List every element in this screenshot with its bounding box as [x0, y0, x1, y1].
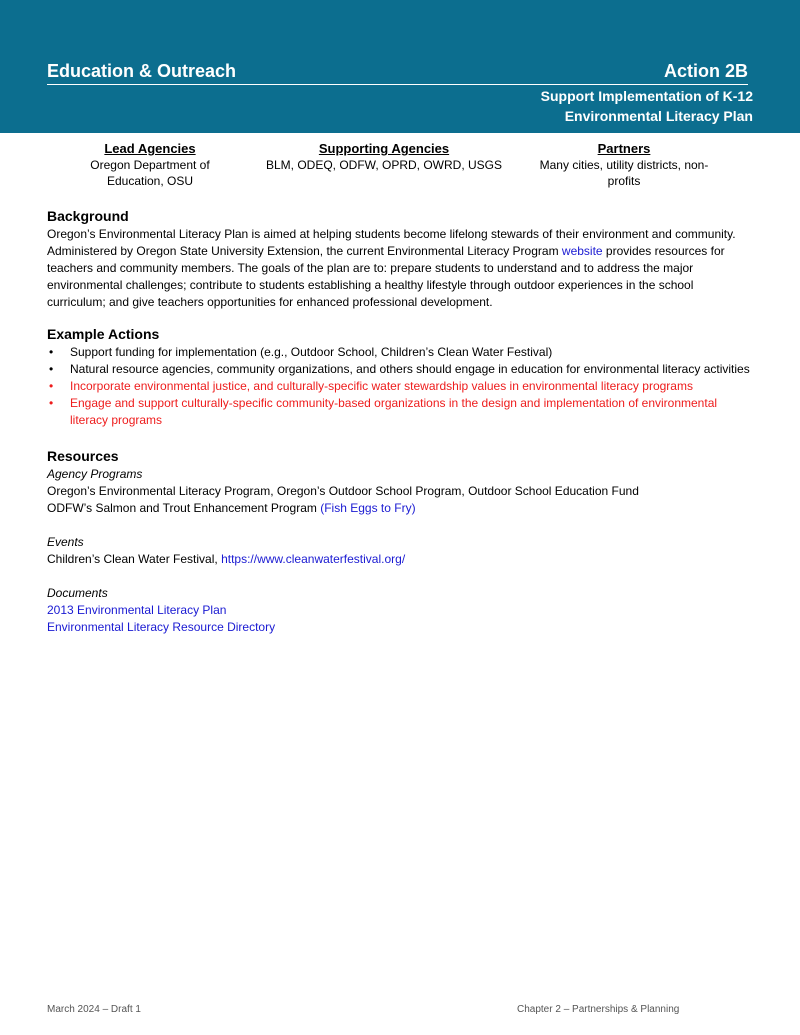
events-heading: Events — [47, 535, 84, 549]
agency-programs-line-1: Oregon’s Environmental Literacy Program, Oregon’s Outdoor School Program, Outdoor School Education Fund — [47, 484, 639, 498]
agency-programs-heading: Agency Programs — [47, 467, 143, 481]
section-title: Education & Outreach — [47, 61, 237, 81]
lead-agencies-line-2: Education, OSU — [106, 174, 194, 188]
action-item-4: • Engage and support culturally-specific community-based organizations in the design and implementation of environmental literacy programs — [47, 395, 755, 429]
action-subtitle — [541, 86, 753, 126]
events-text: Children’s Clean Water Festival, — [47, 552, 222, 566]
partners-heading: Partners — [597, 141, 651, 156]
fish-eggs-to-fry-link[interactable]: (Fish Eggs to Fry) — [320, 501, 416, 515]
subtitle-line-2: Environmental Literacy Plan — [564, 108, 753, 124]
action-item-1: • Support funding for implementation (e.g., Outdoor School, Children’s Clean Water Festival) — [47, 344, 755, 361]
resources-heading: Resources — [47, 448, 119, 464]
step-program-text: ODFW’s Salmon and Trout Enhancement Program — [47, 501, 321, 515]
main-content — [47, 206, 755, 636]
header-banner — [0, 0, 800, 133]
background-text-end: provides resources for teachers and community members. The goals of the plan are to: prepare students to understand and to address the major environmental challenges; contribute to students establishing a healthy lifestyle through outdoor experiences in the school curriculum; and give teachers opportunities for enhanced professional development. — [47, 244, 725, 309]
supporting-agencies-column — [258, 140, 510, 173]
background-text-start: Oregon’s Environmental Literacy Plan is aimed at helping students become lifelong stewards of their environment and community. Administered by Oregon State University Extension, the current Environmental Literacy Program — [47, 227, 736, 258]
partners-line-2: profits — [607, 174, 641, 188]
footer-chapter: Chapter 2 – Partnerships & Planning — [517, 1004, 680, 1015]
lead-agencies-column — [70, 140, 230, 189]
partners-column — [522, 140, 726, 189]
action-item-3: • Incorporate environmental justice, and culturally-specific water stewardship values in environmental literacy programs — [47, 378, 755, 395]
agency-programs-line-2 — [47, 500, 755, 517]
clean-water-festival-link[interactable]: https://www.cleanwaterfestival.org/ — [221, 552, 406, 566]
resource-directory-link[interactable]: Environmental Literacy Resource Directory — [47, 620, 276, 634]
background-heading: Background — [47, 208, 129, 224]
partners-line-1: Many cities, utility districts, non- — [539, 158, 709, 172]
documents-heading: Documents — [47, 586, 108, 600]
supporting-agencies-heading: Supporting Agencies — [318, 141, 450, 156]
supporting-agencies-line-1: BLM, ODEQ, ODFW, OPRD, OWRD, USGS — [265, 158, 502, 172]
environmental-literacy-plan-link[interactable]: 2013 Environmental Literacy Plan — [47, 603, 227, 617]
example-actions-heading: Example Actions — [47, 326, 160, 342]
example-actions-list — [47, 344, 755, 429]
events-line — [47, 551, 755, 568]
lead-agencies-heading: Lead Agencies — [104, 141, 196, 156]
website-link[interactable]: website — [561, 244, 603, 258]
footer-date: March 2024 – Draft 1 — [47, 1004, 141, 1015]
action-item-2: • Natural resource agencies, community organizations, and others should engage in education for environmental literacy activities — [47, 361, 755, 378]
subtitle-line-1: Support Implementation of K-12 — [540, 88, 753, 104]
action-code: Action 2B — [663, 61, 748, 81]
lead-agencies-line-1: Oregon Department of — [90, 158, 210, 172]
background-paragraph — [47, 226, 755, 311]
banner-title-row — [47, 60, 748, 85]
